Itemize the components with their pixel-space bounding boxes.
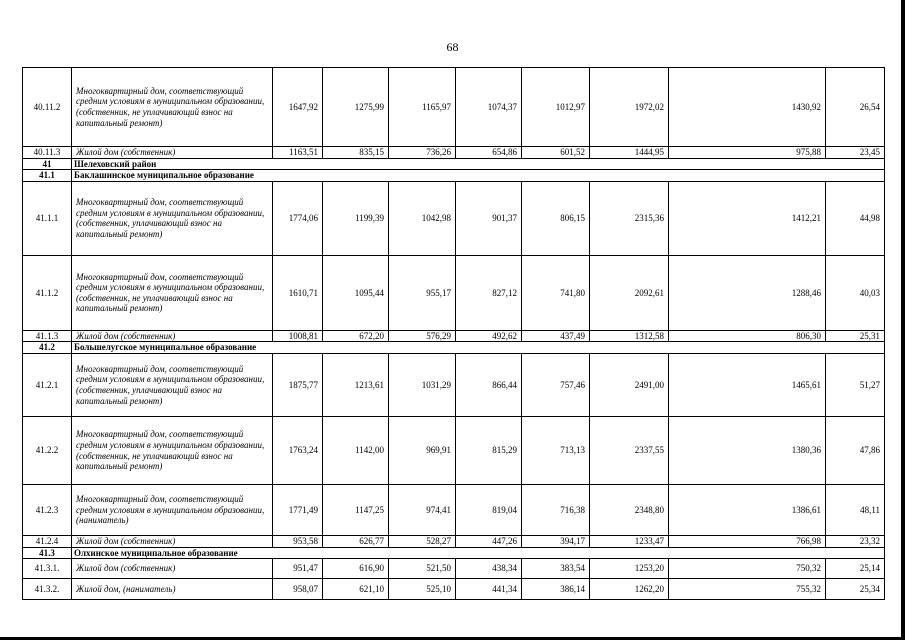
value-cell: 815,29: [456, 417, 522, 485]
section-row: [23, 170, 885, 182]
value-cell: 621,10: [323, 579, 389, 600]
value-cell: 1312,58: [590, 330, 669, 342]
value-cell: 2315,36: [590, 181, 669, 255]
value-cell: 441,34: [456, 579, 522, 600]
value-cell: 1213,61: [323, 354, 389, 417]
value-cell: 1288,46: [669, 255, 826, 330]
value-cell: 528,27: [389, 536, 456, 548]
value-cell: 827,12: [456, 255, 522, 330]
table-row: [23, 579, 885, 600]
section-code: 41.3: [23, 547, 72, 559]
value-cell: 1763,24: [273, 417, 323, 485]
row-description: Жилой дом, (наниматель): [72, 579, 273, 600]
value-cell: 492,62: [456, 330, 522, 342]
section-title: Олхинское муниципальное образование: [72, 547, 885, 559]
value-cell: 386,14: [522, 579, 590, 600]
value-cell: 438,34: [456, 559, 522, 579]
value-cell: 51,27: [826, 354, 885, 417]
value-cell: 1771,49: [273, 485, 323, 536]
value-cell: 616,90: [323, 559, 389, 579]
value-cell: 975,88: [669, 147, 826, 159]
value-cell: 901,37: [456, 181, 522, 255]
value-cell: 1875,77: [273, 354, 323, 417]
row-description: Многоквартирный дом, соответствующий средним условиям в муниципальном образовании, (наниматель): [72, 485, 273, 536]
value-cell: 1610,71: [273, 255, 323, 330]
value-cell: 576,29: [389, 330, 456, 342]
value-cell: 1972,02: [590, 68, 669, 147]
table-row: [23, 536, 885, 548]
row-code: 41.2.3: [23, 485, 72, 536]
value-cell: 953,58: [273, 536, 323, 548]
value-cell: 1008,81: [273, 330, 323, 342]
value-cell: 736,26: [389, 147, 456, 159]
value-cell: 955,17: [389, 255, 456, 330]
value-cell: 866,44: [456, 354, 522, 417]
row-code: 41.2.4: [23, 536, 72, 548]
row-description: Жилой дом (собственник): [72, 147, 273, 159]
row-description: Жилой дом (собственник): [72, 330, 273, 342]
section-code: 41: [23, 158, 72, 170]
value-cell: 1275,99: [323, 68, 389, 147]
value-cell: 969,91: [389, 417, 456, 485]
value-cell: 40,03: [826, 255, 885, 330]
value-cell: 626,77: [323, 536, 389, 548]
value-cell: 2491,00: [590, 354, 669, 417]
value-cell: 755,32: [669, 579, 826, 600]
value-cell: 1444,95: [590, 147, 669, 159]
value-cell: 951,47: [273, 559, 323, 579]
value-cell: 44,98: [826, 181, 885, 255]
value-cell: 835,15: [323, 147, 389, 159]
value-cell: 601,52: [522, 147, 590, 159]
table-row: [23, 559, 885, 579]
value-cell: 806,30: [669, 330, 826, 342]
value-cell: 1386,61: [669, 485, 826, 536]
value-cell: 750,32: [669, 559, 826, 579]
value-cell: 2092,61: [590, 255, 669, 330]
row-code: 40.11.2: [23, 68, 72, 147]
value-cell: 958,07: [273, 579, 323, 600]
value-cell: 26,54: [826, 68, 885, 147]
value-cell: 1163,51: [273, 147, 323, 159]
value-cell: 1262,20: [590, 579, 669, 600]
value-cell: 672,20: [323, 330, 389, 342]
section-code: 41.2: [23, 342, 72, 354]
value-cell: 1465,61: [669, 354, 826, 417]
row-description: Многоквартирный дом, соответствующий средним условиям в муниципальном образовании, (собственник, не уплачивающий взнос на капитальный ремонт): [72, 68, 273, 147]
table-row: [23, 147, 885, 159]
row-code: 41.3.1.: [23, 559, 72, 579]
value-cell: 1430,92: [669, 68, 826, 147]
row-code: 40.11.3: [23, 147, 72, 159]
value-cell: 806,15: [522, 181, 590, 255]
value-cell: 654,86: [456, 147, 522, 159]
section-row: [23, 342, 885, 354]
value-cell: 1165,97: [389, 68, 456, 147]
value-cell: 521,50: [389, 559, 456, 579]
value-cell: 23,32: [826, 536, 885, 548]
value-cell: 741,80: [522, 255, 590, 330]
table-row: [23, 181, 885, 255]
value-cell: 757,46: [522, 354, 590, 417]
row-code: 41.1.2: [23, 255, 72, 330]
section-row: [23, 547, 885, 559]
value-cell: 1031,29: [389, 354, 456, 417]
value-cell: 1233,47: [590, 536, 669, 548]
row-code: 41.1.3: [23, 330, 72, 342]
value-cell: 447,26: [456, 536, 522, 548]
value-cell: 23,45: [826, 147, 885, 159]
value-cell: 2348,80: [590, 485, 669, 536]
value-cell: 716,38: [522, 485, 590, 536]
value-cell: 1647,92: [273, 68, 323, 147]
row-description: Жилой дом (собственник): [72, 536, 273, 548]
value-cell: 1147,25: [323, 485, 389, 536]
section-row: [23, 158, 885, 170]
row-code: 41.2.1: [23, 354, 72, 417]
value-cell: 974,41: [389, 485, 456, 536]
value-cell: 48,11: [826, 485, 885, 536]
value-cell: 47,86: [826, 417, 885, 485]
value-cell: 2337,55: [590, 417, 669, 485]
section-title: Большелугское муниципальное образование: [72, 342, 885, 354]
value-cell: 25,34: [826, 579, 885, 600]
row-description: Многоквартирный дом, соответствующий средним условиям в муниципальном образовании, (собственник, уплачивающий взнос на капитальный ремонт): [72, 354, 273, 417]
table-row: [23, 68, 885, 147]
page-number: 68: [446, 40, 459, 54]
value-cell: 1199,39: [323, 181, 389, 255]
value-cell: 1412,21: [669, 181, 826, 255]
section-code: 41.1: [23, 170, 72, 182]
table-row: [23, 255, 885, 330]
tariff-table: [22, 67, 885, 600]
row-code: 41.2.2: [23, 417, 72, 485]
value-cell: 394,17: [522, 536, 590, 548]
row-description: Многоквартирный дом, соответствующий средним условиям в муниципальном образовании, (собственник, не уплачивающий взнос на капитальный ремонт): [72, 255, 273, 330]
value-cell: 1774,06: [273, 181, 323, 255]
row-description: Многоквартирный дом, соответствующий средним условиям в муниципальном образовании, (собственник, не уплачивающий взнос на капитальный ремонт): [72, 417, 273, 485]
table-row: [23, 417, 885, 485]
section-title: Баклашинское муниципальное образование: [72, 170, 885, 182]
value-cell: 525,10: [389, 579, 456, 600]
value-cell: 1380,36: [669, 417, 826, 485]
value-cell: 1042,98: [389, 181, 456, 255]
value-cell: 25,31: [826, 330, 885, 342]
value-cell: 383,54: [522, 559, 590, 579]
value-cell: 1142,00: [323, 417, 389, 485]
value-cell: 437,49: [522, 330, 590, 342]
value-cell: 713,13: [522, 417, 590, 485]
table-row: [23, 485, 885, 536]
value-cell: 1074,37: [456, 68, 522, 147]
value-cell: 766,98: [669, 536, 826, 548]
row-description: Жилой дом (собственник): [72, 559, 273, 579]
table-row: [23, 330, 885, 342]
scan-edge-right: [901, 0, 905, 640]
value-cell: 1012,97: [522, 68, 590, 147]
section-title: Шелеховский район: [72, 158, 885, 170]
row-code: 41.1.1: [23, 181, 72, 255]
value-cell: 1095,44: [323, 255, 389, 330]
table-row: [23, 354, 885, 417]
value-cell: 1253,20: [590, 559, 669, 579]
value-cell: 25,14: [826, 559, 885, 579]
value-cell: 819,04: [456, 485, 522, 536]
row-description: Многоквартирный дом, соответствующий средним условиям в муниципальном образовании, (собственник, уплачивающий взнос на капитальный ремонт): [72, 181, 273, 255]
table-body: [23, 68, 885, 600]
row-code: 41.3.2.: [23, 579, 72, 600]
